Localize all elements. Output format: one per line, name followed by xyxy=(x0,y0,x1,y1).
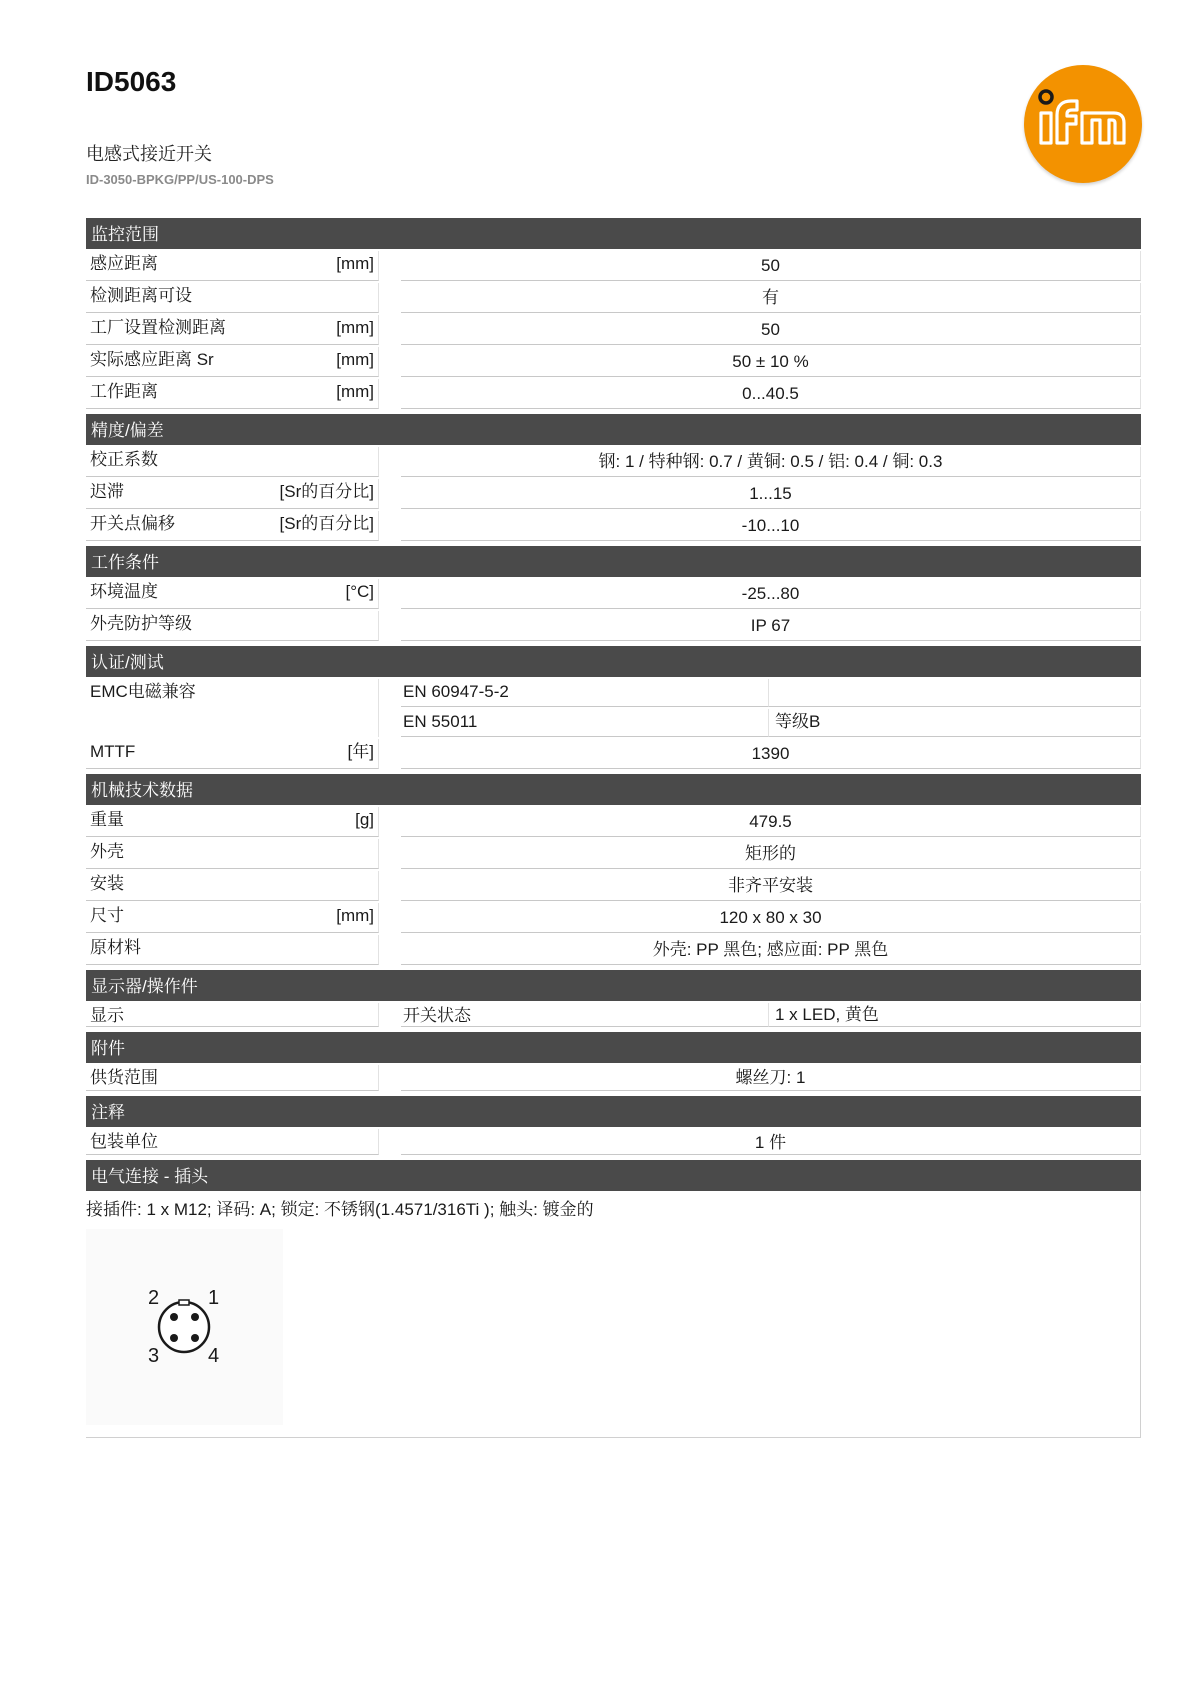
m12-connector-diagram xyxy=(86,1229,283,1425)
unit-text: [mm] xyxy=(336,254,374,273)
spec-value: 50 xyxy=(401,315,1141,345)
spec-row xyxy=(86,1065,1141,1091)
emc-standard-note xyxy=(769,679,1141,707)
spec-value: 非齐平安装 xyxy=(401,871,1141,901)
emc-standard: EN 55011 xyxy=(401,709,769,737)
pin-label: 4 xyxy=(208,1345,220,1367)
label-text: EMC电磁兼容 xyxy=(90,682,196,701)
spec-row xyxy=(86,611,1141,641)
section-header-accessories: 附件 xyxy=(86,1032,1141,1063)
label-text: MTTF xyxy=(90,742,136,761)
spec-row xyxy=(86,447,1141,477)
spec-label xyxy=(86,807,379,837)
spec-value: 矩形的 xyxy=(401,839,1141,869)
label-text: 安装 xyxy=(90,874,124,893)
spec-value: -10...10 xyxy=(401,511,1141,541)
label-text: 重量 xyxy=(90,810,124,829)
spec-label xyxy=(86,479,379,509)
unit-text: [Sr的百分比] xyxy=(279,482,374,501)
spec-row xyxy=(86,579,1141,609)
spec-label xyxy=(86,1065,379,1091)
label-text: 供货范围 xyxy=(90,1068,158,1087)
section-header-operating-conditions: 工作条件 xyxy=(86,546,1141,577)
section-header-accuracy: 精度/偏差 xyxy=(86,414,1141,445)
spec-row xyxy=(86,903,1141,933)
section-header-electrical-connection: 电气连接 - 插头 xyxy=(86,1160,1141,1191)
emc-standard-note: 等级B xyxy=(769,709,1141,737)
spec-label xyxy=(86,871,379,901)
spec-value: 螺丝刀: 1 xyxy=(401,1065,1141,1091)
spec-label xyxy=(86,347,379,377)
unit-text: [mm] xyxy=(336,350,374,369)
spec-row xyxy=(86,1129,1141,1155)
spec-value: 有 xyxy=(401,283,1141,313)
spec-value: 1 件 xyxy=(401,1129,1141,1155)
display-value: 1 x LED, 黄色 xyxy=(769,1003,1141,1027)
spec-sheet xyxy=(86,218,1141,1438)
unit-text: [°C] xyxy=(345,582,374,601)
spec-value: 1390 xyxy=(401,739,1141,769)
label-text: 迟滞 xyxy=(90,482,124,501)
spec-label xyxy=(86,1129,379,1155)
product-title: ID5063 xyxy=(86,66,177,97)
spec-value: 50 xyxy=(401,251,1141,281)
unit-text: [Sr的百分比] xyxy=(279,514,374,533)
spec-label xyxy=(86,579,379,609)
spec-row xyxy=(86,315,1141,345)
label-text: 实际感应距离 Sr xyxy=(90,350,214,369)
emc-standard-row xyxy=(401,709,1141,737)
connector-pinout-icon xyxy=(86,1229,283,1425)
spec-row xyxy=(86,1003,1141,1027)
spec-row xyxy=(86,347,1141,377)
section-header-approvals: 认证/测试 xyxy=(86,646,1141,677)
spec-row xyxy=(86,379,1141,409)
spec-label xyxy=(86,679,379,737)
spec-value: 0...40.5 xyxy=(401,379,1141,409)
spec-value: IP 67 xyxy=(401,611,1141,641)
spec-label xyxy=(86,251,379,281)
spec-label xyxy=(86,315,379,345)
spec-value: 479.5 xyxy=(401,807,1141,837)
spec-label xyxy=(86,935,379,965)
connection-description: 接插件: 1 x M12; 译码: A; 锁定: 不锈钢(1.4571/316Ti ); 触头: 镀金的 xyxy=(86,1200,594,1219)
section-header-mechanical: 机械技术数据 xyxy=(86,774,1141,805)
article-code: ID-3050-BPKG/PP/US-100-DPS xyxy=(86,172,274,187)
pin-label: 3 xyxy=(148,1345,160,1367)
unit-text: [g] xyxy=(355,810,374,829)
spec-row xyxy=(86,807,1141,837)
spec-label xyxy=(86,903,379,933)
spec-value: 钢: 1 / 特种钢: 0.7 / 黄铜: 0.5 / 铝: 0.4 / 铜: 0.3 xyxy=(401,447,1141,477)
pin-label: 2 xyxy=(148,1287,160,1309)
spec-value: 50 ± 10 % xyxy=(401,347,1141,377)
emc-standard: EN 60947-5-2 xyxy=(401,679,769,707)
emc-standard-row xyxy=(401,679,1141,707)
label-text: 外壳防护等级 xyxy=(90,614,192,633)
label-text: 尺寸 xyxy=(90,906,124,925)
spec-label xyxy=(86,839,379,869)
emc-standards xyxy=(401,679,1141,737)
label-text: 工作距离 xyxy=(90,382,158,401)
spec-value: 外壳: PP 黑色; 感应面: PP 黑色 xyxy=(401,935,1141,965)
electrical-connection-box xyxy=(86,1191,1141,1438)
unit-text: [mm] xyxy=(336,382,374,401)
label-text: 检测距离可设 xyxy=(90,286,192,305)
spec-row xyxy=(86,283,1141,313)
label-text: 外壳 xyxy=(90,842,124,861)
label-text: 原材料 xyxy=(90,938,141,957)
spec-row xyxy=(86,511,1141,541)
spec-row-emc xyxy=(86,679,1141,737)
label-text: 感应距离 xyxy=(90,254,158,273)
display-type: 开关状态 xyxy=(401,1003,769,1027)
spec-label xyxy=(86,1003,379,1027)
label-text: 包装单位 xyxy=(90,1132,158,1151)
spec-value: 120 x 80 x 30 xyxy=(401,903,1141,933)
spec-label xyxy=(86,379,379,409)
ifm-logo-mark-icon xyxy=(1024,65,1142,183)
spec-row xyxy=(86,839,1141,869)
pin-label: 1 xyxy=(208,1287,220,1309)
section-header-monitoring: 监控范围 xyxy=(86,218,1141,249)
spec-value: 1...15 xyxy=(401,479,1141,509)
label-text: 环境温度 xyxy=(90,582,158,601)
spec-row xyxy=(86,935,1141,965)
spec-label xyxy=(86,511,379,541)
section-header-display: 显示器/操作件 xyxy=(86,970,1141,1001)
label-text: 校正系数 xyxy=(90,450,158,469)
spec-row xyxy=(86,479,1141,509)
label-text: 显示 xyxy=(90,1006,124,1025)
section-header-remarks: 注释 xyxy=(86,1096,1141,1127)
unit-text: [mm] xyxy=(336,318,374,337)
spec-label xyxy=(86,739,379,769)
spec-value: -25...80 xyxy=(401,579,1141,609)
spec-label xyxy=(86,283,379,313)
product-subtitle: 电感式接近开关 xyxy=(86,144,212,164)
ifm-logo xyxy=(1024,65,1142,183)
unit-text: [mm] xyxy=(336,906,374,925)
spec-label xyxy=(86,611,379,641)
spec-row xyxy=(86,739,1141,769)
spec-row xyxy=(86,251,1141,281)
unit-text: [年] xyxy=(347,742,374,761)
label-text: 工厂设置检测距离 xyxy=(90,318,226,337)
spec-row xyxy=(86,871,1141,901)
spec-label xyxy=(86,447,379,477)
label-text: 开关点偏移 xyxy=(90,514,175,533)
